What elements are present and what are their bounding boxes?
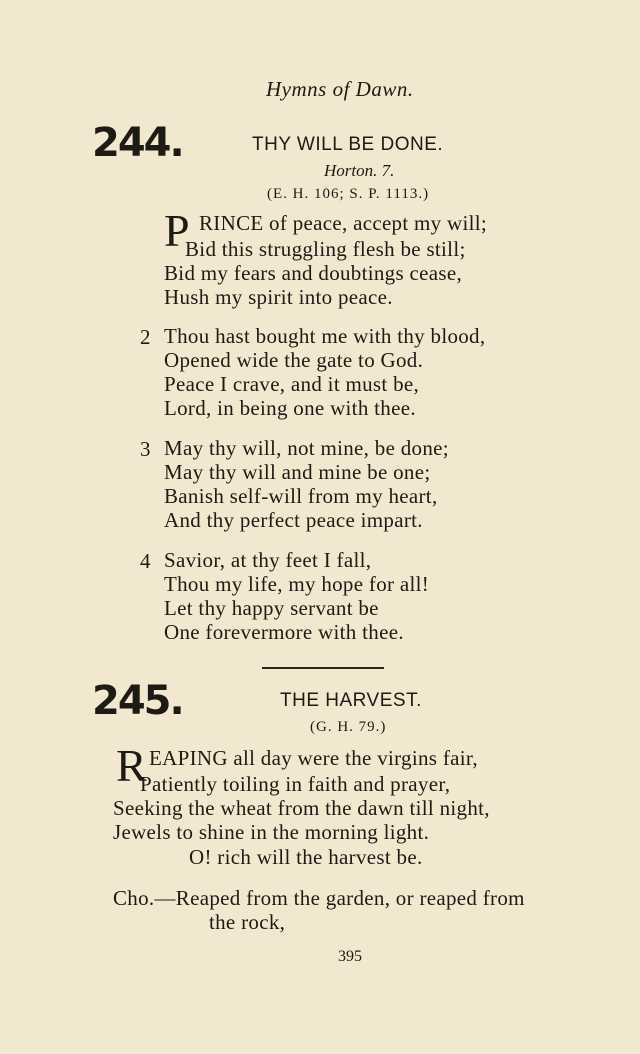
verse-line: Hush my spirit into peace.: [164, 285, 393, 309]
chorus-line-1: [113, 886, 525, 911]
verse-line: Bid this struggling flesh be still;: [185, 237, 466, 261]
verse-line: Thou hast bought me with thy blood,: [164, 324, 486, 348]
hymn-tune-244: Horton. 7.: [324, 161, 395, 180]
verse-line: EAPING all day were the virgins fair,: [149, 746, 478, 770]
page-number: 395: [338, 948, 362, 965]
chorus-text: —Reaped from the garden, or reaped from: [154, 886, 525, 910]
verse-line: Bid my fears and doubtings cease,: [164, 261, 462, 285]
hymn-number-244: 244.: [92, 120, 183, 166]
verse-number: 4: [140, 549, 151, 573]
verse-line: Let thy happy servant be: [164, 596, 379, 620]
verse-line: May thy will and mine be one;: [164, 460, 431, 484]
verse-line: Banish self-will from my heart,: [164, 484, 438, 508]
verse-line: One forevermore with thee.: [164, 620, 404, 644]
dropcap-r: R: [116, 740, 147, 791]
chorus-label: Cho.: [113, 886, 155, 910]
verse-line: Opened wide the gate to God.: [164, 348, 424, 372]
verse-line: O! rich will the harvest be.: [189, 845, 423, 869]
hymn-title-245: THE HARVEST.: [280, 690, 422, 711]
running-header: Hymns of Dawn.: [266, 77, 414, 101]
verse-line: RINCE of peace, accept my will;: [199, 211, 488, 235]
verse-line: Peace I crave, and it must be,: [164, 372, 420, 396]
verse-line: Jewels to shine in the morning light.: [113, 820, 430, 844]
hymn-reference-245: (G. H. 79.): [310, 719, 387, 735]
verse-line: Patiently toiling in faith and prayer,: [140, 772, 451, 796]
verse-number: 3: [140, 437, 151, 461]
verse-line: May thy will, not mine, be done;: [164, 436, 449, 460]
verse-number: 2: [140, 325, 151, 349]
chorus-line-2: the rock,: [209, 910, 286, 934]
section-divider: [262, 667, 384, 669]
verse-line: And thy perfect peace impart.: [164, 508, 423, 532]
verse-line: Thou my life, my hope for all!: [164, 572, 430, 596]
verse-line: Savior, at thy feet I fall,: [164, 548, 372, 572]
dropcap-p: P: [164, 205, 190, 256]
verse-line: Lord, in being one with thee.: [164, 396, 416, 420]
verse-line: Seeking the wheat from the dawn till night,: [113, 796, 490, 820]
hymn-number-245: 245.: [92, 678, 183, 724]
hymn-reference-244: (E. H. 106; S. P. 1113.): [267, 186, 430, 202]
hymn-title-244: THY WILL BE DONE.: [252, 134, 444, 155]
